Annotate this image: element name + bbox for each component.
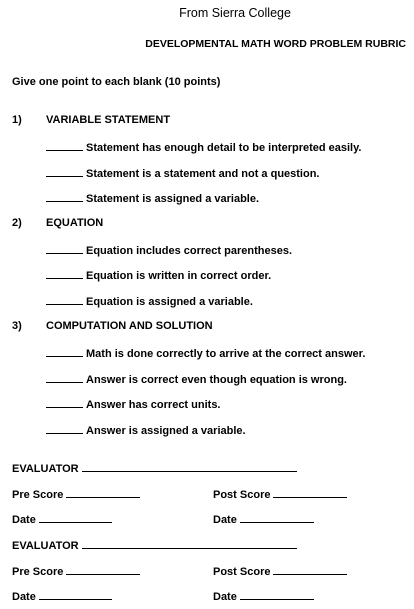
score-blank xyxy=(46,397,83,408)
criterion-text: Math is done correctly to arrive at the correct answer. xyxy=(86,348,366,360)
date-label: Date xyxy=(12,591,36,603)
section-number: 2) xyxy=(12,217,22,229)
post-score-label: Post Score xyxy=(213,489,271,501)
date-row xyxy=(12,512,112,526)
post-score-label: Post Score xyxy=(213,566,271,578)
date-line xyxy=(240,512,314,523)
section-title: VARIABLE STATEMENT xyxy=(46,114,171,126)
criterion-text: Answer has correct units. xyxy=(86,399,221,411)
criterion-item xyxy=(46,191,259,205)
score-blank xyxy=(46,166,83,177)
date-row xyxy=(12,589,112,603)
date-row xyxy=(213,589,314,603)
school-name: From Sierra College xyxy=(179,6,291,20)
criterion-item xyxy=(46,243,292,257)
criterion-text: Equation is written in correct order. xyxy=(86,270,272,282)
criterion-text: Answer is correct even though equation is wrong. xyxy=(86,374,347,386)
criterion-text: Equation includes correct parentheses. xyxy=(86,245,293,257)
section-number: 3) xyxy=(12,320,22,332)
score-blank xyxy=(46,294,83,305)
criterion-item xyxy=(46,346,365,360)
score-blank xyxy=(46,346,83,357)
section-number: 1) xyxy=(12,114,22,126)
score-blank xyxy=(46,372,83,383)
criterion-text: Equation is assigned a variable. xyxy=(86,296,253,308)
date-label: Date xyxy=(213,514,237,526)
criterion-text: Statement is assigned a variable. xyxy=(86,193,260,205)
criterion-text: Statement is a statement and not a question. xyxy=(86,168,320,180)
section-title: COMPUTATION AND SOLUTION xyxy=(46,320,213,332)
date-label: Date xyxy=(213,591,237,603)
evaluator-row xyxy=(12,538,297,552)
evaluator-line xyxy=(82,461,297,472)
instructions: Give one point to each blank (10 points) xyxy=(12,76,221,88)
date-line xyxy=(240,589,314,600)
evaluator-row xyxy=(12,461,297,475)
pre-score-line xyxy=(66,564,140,575)
rubric-title: DEVELOPMENTAL MATH WORD PROBLEM RUBRIC xyxy=(145,38,406,50)
date-label: Date xyxy=(12,514,36,526)
criterion-item xyxy=(46,397,221,411)
score-blank xyxy=(46,243,83,254)
criterion-item xyxy=(46,294,253,308)
pre-score-label: Pre Score xyxy=(12,489,64,501)
score-blank xyxy=(46,268,83,279)
score-blank xyxy=(46,140,83,151)
date-row xyxy=(213,512,314,526)
criterion-item xyxy=(46,166,320,180)
criterion-item xyxy=(46,268,271,282)
post-score-line xyxy=(273,487,347,498)
evaluator-label: EVALUATOR xyxy=(12,540,79,552)
criterion-text: Statement has enough detail to be interpreted easily. xyxy=(86,142,362,154)
post-score-line xyxy=(273,564,347,575)
post-score-row xyxy=(213,487,347,501)
criterion-item xyxy=(46,372,347,386)
score-blank xyxy=(46,191,83,202)
date-line xyxy=(39,589,112,600)
criterion-text: Answer is assigned a variable. xyxy=(86,425,246,437)
evaluator-label: EVALUATOR xyxy=(12,463,79,475)
post-score-row xyxy=(213,564,347,578)
date-line xyxy=(39,512,112,523)
pre-score-line xyxy=(66,487,140,498)
score-blank xyxy=(46,423,83,434)
evaluator-line xyxy=(82,538,297,549)
pre-score-label: Pre Score xyxy=(12,566,64,578)
pre-score-row xyxy=(12,487,140,501)
section-title: EQUATION xyxy=(46,217,104,229)
criterion-item xyxy=(46,423,246,437)
pre-score-row xyxy=(12,564,140,578)
criterion-item xyxy=(46,140,361,154)
